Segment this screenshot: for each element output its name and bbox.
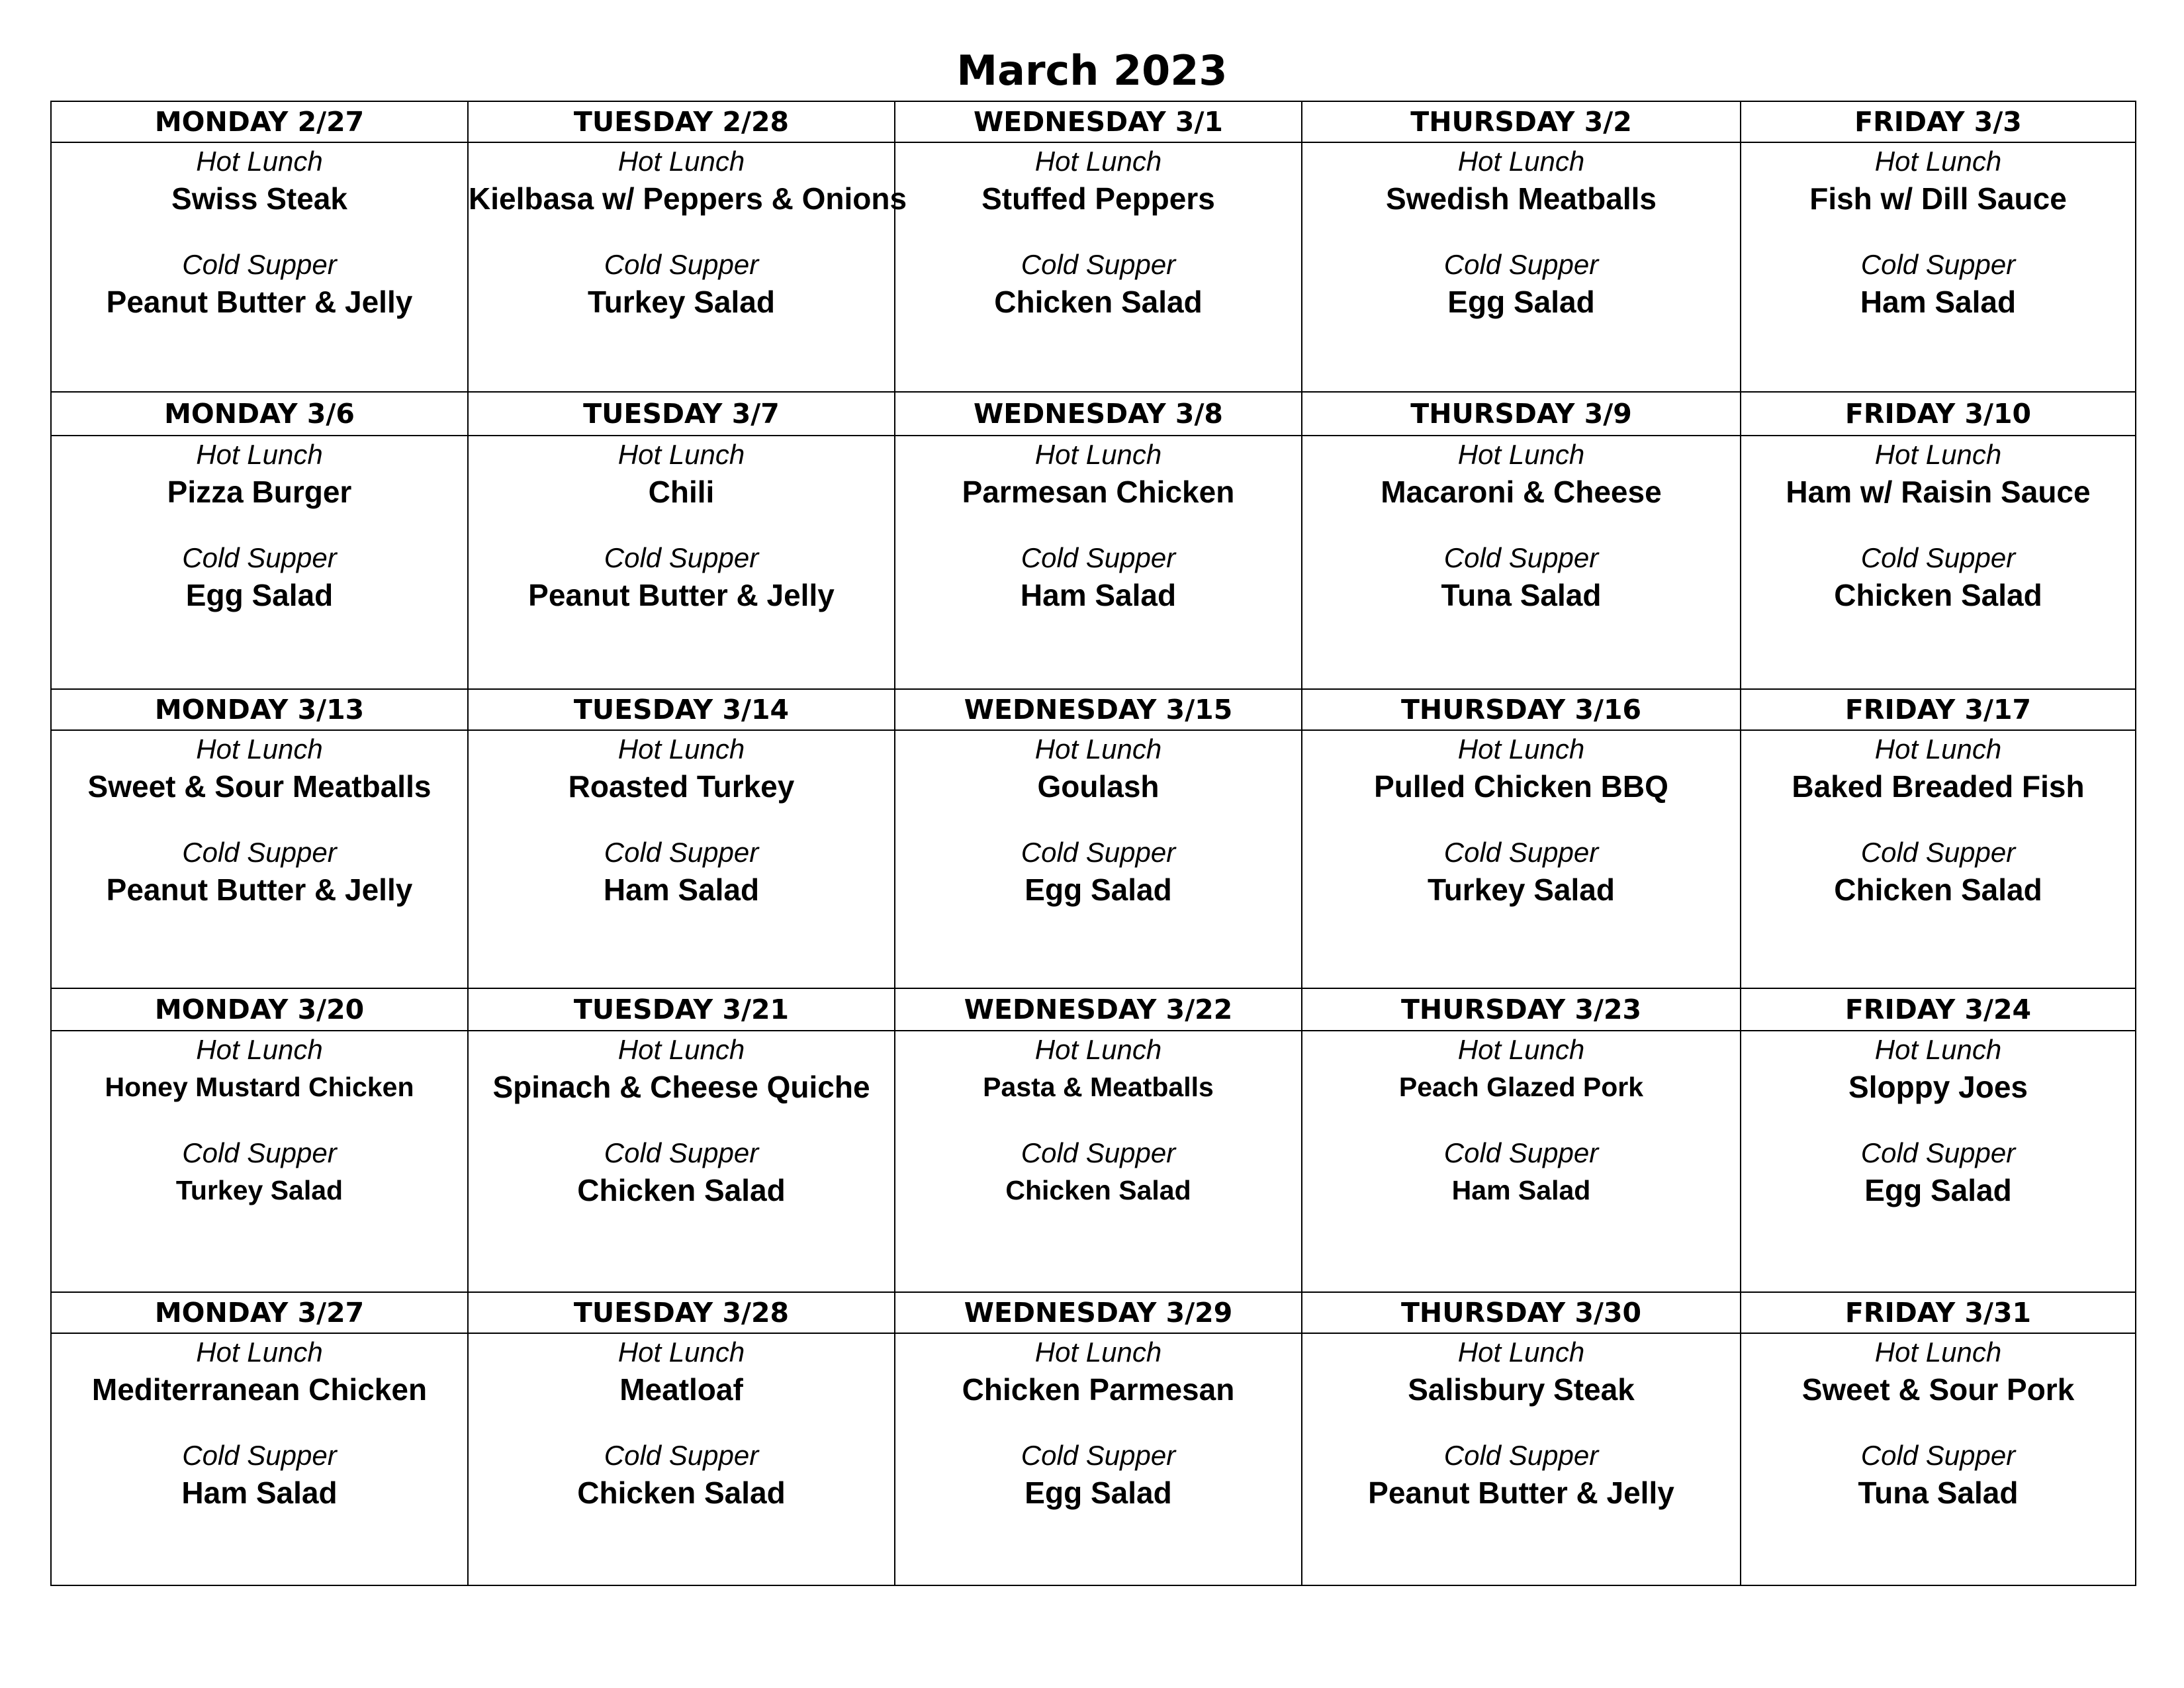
hot-lunch-label: Hot Lunch (1457, 1336, 1585, 1368)
cold-supper-label: Cold Supper (1860, 1137, 2016, 1169)
meal-spacer (895, 805, 1301, 834)
cold-supper-item: Turkey Salad (588, 285, 775, 320)
day-header: MONDAY 3/20 (51, 988, 468, 1031)
day-meal-cell (895, 1031, 1302, 1292)
cold-supper-item: Chicken Salad (577, 1476, 786, 1511)
meal-spacer (469, 1105, 894, 1135)
hot-lunch-label: Hot Lunch (1457, 146, 1585, 177)
day-header: FRIDAY 3/3 (1741, 101, 2136, 142)
hot-lunch-item: Peach Glazed Pork (1398, 1072, 1644, 1103)
day-header: WEDNESDAY 3/29 (895, 1292, 1302, 1333)
day-header: TUESDAY 3/28 (468, 1292, 895, 1333)
cold-supper-label: Cold Supper (1021, 1137, 1176, 1169)
hot-lunch-item: Sloppy Joes (1848, 1070, 2028, 1105)
day-header: WEDNESDAY 3/15 (895, 689, 1302, 730)
day-meal-cell (1741, 1333, 2136, 1585)
cold-supper-item: Egg Salad (1024, 872, 1172, 907)
hot-lunch-label: Hot Lunch (1034, 146, 1162, 177)
hot-lunch-item: Ham w/ Raisin Sauce (1786, 474, 2091, 509)
menu-calendar-table (50, 101, 2136, 1586)
cold-supper-label: Cold Supper (1860, 249, 2016, 281)
cold-supper-label: Cold Supper (1443, 1440, 1599, 1472)
day-header: MONDAY 3/13 (51, 689, 468, 730)
hot-lunch-item: Sweet & Sour Pork (1801, 1372, 2075, 1407)
cold-supper-label: Cold Supper (1860, 541, 2016, 573)
cold-supper-item: Chicken Salad (577, 1173, 786, 1208)
day-meal-cell (895, 436, 1302, 689)
day-meal-cell (1302, 436, 1741, 689)
cold-supper-item: Turkey Salad (175, 1175, 343, 1206)
day-meal-cell (51, 142, 468, 392)
cold-supper-label: Cold Supper (604, 1137, 759, 1169)
day-header: THURSDAY 3/9 (1302, 392, 1741, 436)
cold-supper-label: Cold Supper (1443, 836, 1599, 868)
cold-supper-label: Cold Supper (182, 541, 337, 573)
hot-lunch-label: Hot Lunch (617, 1336, 745, 1368)
cold-supper-label: Cold Supper (1021, 836, 1176, 868)
meal-spacer (52, 1105, 467, 1135)
cold-supper-label: Cold Supper (1443, 1137, 1599, 1169)
hot-lunch-item: Kielbasa w/ Peppers & Onions (469, 181, 907, 216)
cold-supper-item: Egg Salad (185, 577, 334, 612)
cold-supper-label: Cold Supper (604, 1440, 759, 1472)
meal-spacer (895, 1408, 1301, 1437)
meal-spacer (1741, 805, 2135, 834)
cold-supper-item: Ham Salad (1451, 1175, 1591, 1206)
day-meal-cell (1741, 1031, 2136, 1292)
meal-spacer (1302, 217, 1740, 246)
hot-lunch-item: Spinach & Cheese Quiche (492, 1070, 870, 1105)
day-header: THURSDAY 3/16 (1302, 689, 1741, 730)
meal-spacer (469, 805, 894, 834)
cold-supper-label: Cold Supper (1443, 249, 1599, 281)
meal-spacer (52, 1408, 467, 1437)
hot-lunch-item: Parmesan Chicken (962, 474, 1235, 509)
day-header: THURSDAY 3/23 (1302, 988, 1741, 1031)
week-meal-row (51, 142, 2136, 392)
menu-calendar-body (51, 101, 2136, 1585)
cold-supper-label: Cold Supper (1021, 249, 1176, 281)
cold-supper-item: Ham Salad (1020, 577, 1177, 612)
day-header: MONDAY 3/27 (51, 1292, 468, 1333)
hot-lunch-item: Chicken Parmesan (962, 1372, 1235, 1407)
day-meal-cell (468, 730, 895, 989)
meal-spacer (1741, 510, 2135, 539)
day-meal-cell (1302, 142, 1741, 392)
page-title: March 2023 (956, 46, 1228, 95)
hot-lunch-label: Hot Lunch (196, 733, 323, 765)
day-header: FRIDAY 3/24 (1741, 988, 2136, 1031)
cold-supper-item: Chicken Salad (1834, 872, 2042, 907)
cold-supper-item: Tuna Salad (1441, 577, 1602, 612)
day-header: TUESDAY 3/21 (468, 988, 895, 1031)
day-meal-cell (1302, 730, 1741, 989)
cold-supper-label: Cold Supper (182, 836, 337, 868)
cold-supper-item: Chicken Salad (1834, 577, 2042, 612)
hot-lunch-label: Hot Lunch (196, 1034, 323, 1066)
hot-lunch-label: Hot Lunch (1457, 733, 1585, 765)
hot-lunch-label: Hot Lunch (1874, 1034, 2002, 1066)
hot-lunch-label: Hot Lunch (196, 438, 323, 470)
hot-lunch-label: Hot Lunch (1034, 438, 1162, 470)
day-header: TUESDAY 3/7 (468, 392, 895, 436)
cold-supper-item: Ham Salad (181, 1476, 338, 1511)
hot-lunch-item: Mediterranean Chicken (91, 1372, 428, 1407)
cold-supper-item: Turkey Salad (1428, 872, 1615, 907)
cold-supper-label: Cold Supper (1021, 541, 1176, 573)
cold-supper-label: Cold Supper (1860, 1440, 2016, 1472)
day-meal-cell (1741, 436, 2136, 689)
cold-supper-item: Tuna Salad (1858, 1476, 2019, 1511)
day-meal-cell (1302, 1333, 1741, 1585)
hot-lunch-item: Fish w/ Dill Sauce (1809, 181, 2067, 216)
day-header: THURSDAY 3/30 (1302, 1292, 1741, 1333)
hot-lunch-item: Sweet & Sour Meatballs (87, 769, 432, 804)
day-header: FRIDAY 3/10 (1741, 392, 2136, 436)
day-header: FRIDAY 3/31 (1741, 1292, 2136, 1333)
day-meal-cell (468, 142, 907, 392)
meal-spacer (1302, 1408, 1740, 1437)
cold-supper-label: Cold Supper (182, 1440, 337, 1472)
cold-supper-item: Egg Salad (1447, 285, 1595, 320)
meal-spacer (469, 510, 894, 539)
day-meal-cell (51, 1333, 468, 1585)
meal-spacer (895, 217, 1301, 246)
hot-lunch-label: Hot Lunch (1034, 733, 1162, 765)
cold-supper-label: Cold Supper (604, 249, 759, 281)
cold-supper-label: Cold Supper (182, 1137, 337, 1169)
meal-spacer (469, 1408, 894, 1437)
day-header: MONDAY 2/27 (51, 101, 468, 142)
week-header-row (51, 689, 2136, 730)
cold-supper-item: Egg Salad (1024, 1476, 1172, 1511)
hot-lunch-item: Pizza Burger (167, 474, 352, 509)
day-header: WEDNESDAY 3/22 (895, 988, 1302, 1031)
week-header-row (51, 988, 2136, 1031)
week-meal-row (51, 436, 2136, 689)
hot-lunch-item: Swedish Meatballs (1385, 181, 1657, 216)
week-meal-row (51, 1031, 2136, 1292)
cold-supper-item: Ham Salad (603, 872, 760, 907)
meal-spacer (1302, 805, 1740, 834)
day-meal-cell (468, 436, 895, 689)
cold-supper-label: Cold Supper (604, 836, 759, 868)
meal-spacer (895, 1105, 1301, 1135)
meal-spacer (52, 805, 467, 834)
hot-lunch-item: Goulash (1037, 769, 1160, 804)
meal-spacer (1302, 1105, 1740, 1135)
day-meal-cell (468, 1031, 895, 1292)
hot-lunch-label: Hot Lunch (617, 1034, 745, 1066)
cold-supper-item: Peanut Butter & Jelly (106, 285, 413, 320)
hot-lunch-item: Baked Breaded Fish (1792, 769, 2085, 804)
week-header-row (51, 1292, 2136, 1333)
hot-lunch-label: Hot Lunch (1457, 438, 1585, 470)
cold-supper-item: Chicken Salad (1005, 1175, 1191, 1206)
day-meal-cell (1302, 1031, 1741, 1292)
day-meal-cell (1741, 730, 2136, 989)
cold-supper-item: Peanut Butter & Jelly (1368, 1476, 1674, 1511)
hot-lunch-label: Hot Lunch (1874, 146, 2002, 177)
day-header: TUESDAY 2/28 (468, 101, 895, 142)
cold-supper-item: Ham Salad (1860, 285, 2017, 320)
hot-lunch-label: Hot Lunch (196, 1336, 323, 1368)
day-meal-cell (51, 730, 468, 989)
cold-supper-label: Cold Supper (1860, 836, 2016, 868)
meal-spacer (52, 217, 467, 246)
meal-spacer (1741, 1105, 2135, 1135)
week-header-row (51, 101, 2136, 142)
hot-lunch-label: Hot Lunch (1034, 1034, 1162, 1066)
meal-spacer (895, 510, 1301, 539)
day-meal-cell (51, 1031, 468, 1292)
hot-lunch-label: Hot Lunch (1457, 1034, 1585, 1066)
week-header-row (51, 392, 2136, 436)
hot-lunch-item: Meatloaf (619, 1372, 743, 1407)
hot-lunch-label: Hot Lunch (617, 438, 745, 470)
meal-spacer (1741, 1408, 2135, 1437)
meal-spacer (1302, 510, 1740, 539)
hot-lunch-item: Swiss Steak (171, 181, 347, 216)
hot-lunch-label: Hot Lunch (617, 733, 745, 765)
day-meal-cell (895, 730, 1302, 989)
cold-supper-label: Cold Supper (1021, 1440, 1176, 1472)
meal-spacer (52, 510, 467, 539)
week-meal-row (51, 730, 2136, 989)
hot-lunch-item: Macaroni & Cheese (1381, 474, 1662, 509)
cold-supper-label: Cold Supper (1443, 541, 1599, 573)
day-meal-cell (895, 142, 1302, 392)
week-meal-row (51, 1333, 2136, 1585)
hot-lunch-label: Hot Lunch (1874, 438, 2002, 470)
day-header: TUESDAY 3/14 (468, 689, 895, 730)
hot-lunch-label: Hot Lunch (617, 146, 745, 177)
day-header: MONDAY 3/6 (51, 392, 468, 436)
cold-supper-item: Egg Salad (1864, 1173, 2012, 1208)
hot-lunch-item: Pasta & Meatballs (983, 1072, 1214, 1103)
hot-lunch-label: Hot Lunch (1874, 1336, 2002, 1368)
hot-lunch-item: Honey Mustard Chicken (105, 1072, 414, 1103)
cold-supper-label: Cold Supper (182, 249, 337, 281)
day-meal-cell (895, 1333, 1302, 1585)
day-meal-cell (1741, 142, 2136, 392)
hot-lunch-label: Hot Lunch (196, 146, 323, 177)
cold-supper-item: Peanut Butter & Jelly (106, 872, 413, 907)
day-meal-cell (468, 1333, 895, 1585)
day-header: THURSDAY 3/2 (1302, 101, 1741, 142)
day-header: WEDNESDAY 3/8 (895, 392, 1302, 436)
cold-supper-item: Peanut Butter & Jelly (528, 577, 835, 612)
day-header: WEDNESDAY 3/1 (895, 101, 1302, 142)
day-header: FRIDAY 3/17 (1741, 689, 2136, 730)
hot-lunch-item: Salisbury Steak (1408, 1372, 1635, 1407)
hot-lunch-label: Hot Lunch (1034, 1336, 1162, 1368)
cold-supper-label: Cold Supper (604, 541, 759, 573)
hot-lunch-item: Stuffed Peppers (981, 181, 1215, 216)
meal-spacer (1741, 217, 2135, 246)
hot-lunch-label: Hot Lunch (1874, 733, 2002, 765)
hot-lunch-item: Chili (648, 474, 715, 509)
cold-supper-item: Chicken Salad (994, 285, 1203, 320)
meal-spacer (469, 217, 894, 246)
hot-lunch-item: Pulled Chicken BBQ (1374, 769, 1668, 804)
hot-lunch-item: Roasted Turkey (568, 769, 795, 804)
day-meal-cell (51, 436, 468, 689)
